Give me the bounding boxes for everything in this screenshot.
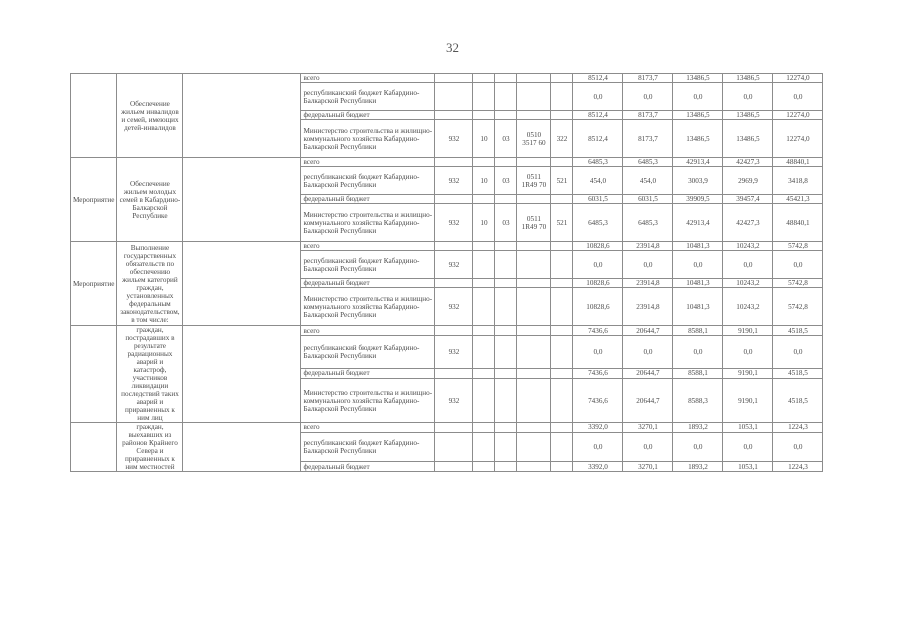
value-cell: 0,0 xyxy=(773,336,823,368)
funding-source-cell: федеральный бюджет xyxy=(301,462,435,472)
value-cell: 9190,1 xyxy=(723,379,773,423)
value-cell: 10243,2 xyxy=(723,279,773,288)
admin-code-cell: 932 xyxy=(435,251,473,279)
value-cell: 23914,8 xyxy=(623,288,673,326)
value-cell: 10828,6 xyxy=(573,279,623,288)
csr-code-cell xyxy=(517,326,551,336)
csr-code-cell xyxy=(517,242,551,251)
value-cell: 3392,0 xyxy=(573,462,623,472)
vr-code-cell xyxy=(551,74,573,83)
measure-name-cell: Обеспечение жильем инвалидов и семей, имеющих детей-инвалидов xyxy=(117,74,183,158)
measure-name-cell: Обеспечение жильем молодых семей в Кабардино-Балкарской Республике xyxy=(117,158,183,242)
rz-code-cell xyxy=(473,379,495,423)
vr-code-cell xyxy=(551,288,573,326)
value-cell: 5742,8 xyxy=(773,288,823,326)
value-cell: 0,0 xyxy=(723,432,773,462)
value-cell: 20644,7 xyxy=(623,368,673,378)
funding-source-cell: всего xyxy=(301,326,435,336)
pr-code-cell xyxy=(495,368,517,378)
value-cell: 1893,2 xyxy=(673,423,723,433)
csr-code-cell xyxy=(517,83,551,111)
funding-source-cell: республиканский бюджет Кабардино-Балкарской Республики xyxy=(301,432,435,462)
value-cell: 23914,8 xyxy=(623,279,673,288)
value-cell: 12274,0 xyxy=(773,111,823,120)
csr-code-cell xyxy=(517,251,551,279)
csr-code-cell xyxy=(517,379,551,423)
funding-source-cell: республиканский бюджет Кабардино-Балкарской Республики xyxy=(301,336,435,368)
csr-code-cell xyxy=(517,74,551,83)
funding-source-cell: всего xyxy=(301,242,435,251)
rz-code-cell xyxy=(473,368,495,378)
csr-code-cell: 0510 3517 60 xyxy=(517,120,551,158)
admin-code-cell xyxy=(435,83,473,111)
value-cell: 7436,6 xyxy=(573,326,623,336)
rz-code-cell xyxy=(473,462,495,472)
csr-code-cell xyxy=(517,368,551,378)
csr-code-cell xyxy=(517,158,551,167)
csr-code-cell xyxy=(517,288,551,326)
value-cell: 9190,1 xyxy=(723,368,773,378)
funding-source-cell: Министерство строительства и жилищно-коммунального хозяйства Кабардино-Балкарской Республики xyxy=(301,120,435,158)
pr-code-cell xyxy=(495,251,517,279)
value-cell: 0,0 xyxy=(773,83,823,111)
budget-table xyxy=(70,73,823,472)
value-cell: 8588,3 xyxy=(673,379,723,423)
value-cell: 0,0 xyxy=(573,251,623,279)
spacer-cell xyxy=(183,242,301,326)
value-cell: 10243,2 xyxy=(723,288,773,326)
measure-name-cell: Выполнение государственных обязательств по обеспечению жильем категорий граждан, установленных федеральным законодательством, в том числе: xyxy=(117,242,183,326)
value-cell: 0,0 xyxy=(723,336,773,368)
spacer-cell xyxy=(183,158,301,242)
value-cell: 6485,3 xyxy=(623,204,673,242)
admin-code-cell xyxy=(435,326,473,336)
rz-code-cell xyxy=(473,423,495,433)
spacer-cell xyxy=(183,423,301,472)
table-row xyxy=(71,158,823,167)
value-cell: 20644,7 xyxy=(623,379,673,423)
pr-code-cell: 03 xyxy=(495,167,517,195)
value-cell: 3270,1 xyxy=(623,423,673,433)
measure-type-cell xyxy=(71,326,117,423)
table-row xyxy=(71,423,823,433)
vr-code-cell xyxy=(551,462,573,472)
value-cell: 0,0 xyxy=(573,432,623,462)
value-cell: 0,0 xyxy=(623,251,673,279)
value-cell: 20644,7 xyxy=(623,326,673,336)
value-cell: 5742,8 xyxy=(773,242,823,251)
vr-code-cell xyxy=(551,326,573,336)
admin-code-cell xyxy=(435,462,473,472)
csr-code-cell xyxy=(517,462,551,472)
pr-code-cell xyxy=(495,242,517,251)
csr-code-cell xyxy=(517,336,551,368)
funding-source-cell: федеральный бюджет xyxy=(301,368,435,378)
vr-code-cell xyxy=(551,195,573,204)
value-cell: 0,0 xyxy=(573,336,623,368)
pr-code-cell xyxy=(495,74,517,83)
value-cell: 13486,5 xyxy=(673,120,723,158)
value-cell: 1224,3 xyxy=(773,423,823,433)
measure-name-cell: граждан, выехавших из районов Крайнего Севера и приравненных к ним местностей xyxy=(117,423,183,472)
pr-code-cell xyxy=(495,423,517,433)
measure-name-cell: граждан, пострадавших в результате радиационных аварий и катастроф, участников ликвидации последствий таких аварий и приравненных к ним лиц xyxy=(117,326,183,423)
value-cell: 8512,4 xyxy=(573,74,623,83)
value-cell: 13486,5 xyxy=(723,111,773,120)
table-row xyxy=(71,326,823,336)
value-cell: 39909,5 xyxy=(673,195,723,204)
admin-code-cell: 932 xyxy=(435,379,473,423)
pr-code-cell xyxy=(495,432,517,462)
csr-code-cell xyxy=(517,423,551,433)
value-cell: 4518,5 xyxy=(773,326,823,336)
value-cell: 10481,3 xyxy=(673,288,723,326)
value-cell: 5742,8 xyxy=(773,279,823,288)
vr-code-cell xyxy=(551,432,573,462)
value-cell: 9190,1 xyxy=(723,326,773,336)
funding-source-cell: федеральный бюджет xyxy=(301,279,435,288)
value-cell: 42427,3 xyxy=(723,158,773,167)
pr-code-cell: 03 xyxy=(495,204,517,242)
value-cell: 8588,1 xyxy=(673,368,723,378)
value-cell: 7436,6 xyxy=(573,368,623,378)
value-cell: 0,0 xyxy=(573,83,623,111)
rz-code-cell: 10 xyxy=(473,120,495,158)
vr-code-cell: 322 xyxy=(551,120,573,158)
rz-code-cell xyxy=(473,242,495,251)
vr-code-cell xyxy=(551,242,573,251)
value-cell: 39457,4 xyxy=(723,195,773,204)
value-cell: 48840,1 xyxy=(773,158,823,167)
spacer-cell xyxy=(183,74,301,158)
funding-source-cell: Министерство строительства и жилищно-коммунального хозяйства Кабардино-Балкарской Республики xyxy=(301,288,435,326)
admin-code-cell xyxy=(435,74,473,83)
funding-source-cell: федеральный бюджет xyxy=(301,111,435,120)
value-cell: 1224,3 xyxy=(773,462,823,472)
vr-code-cell xyxy=(551,423,573,433)
funding-source-cell: всего xyxy=(301,74,435,83)
rz-code-cell xyxy=(473,279,495,288)
value-cell: 8588,1 xyxy=(673,326,723,336)
value-cell: 1893,2 xyxy=(673,462,723,472)
value-cell: 10481,3 xyxy=(673,279,723,288)
funding-source-cell: республиканский бюджет Кабардино-Балкарской Республики xyxy=(301,251,435,279)
admin-code-cell xyxy=(435,432,473,462)
vr-code-cell xyxy=(551,379,573,423)
value-cell: 0,0 xyxy=(623,336,673,368)
vr-code-cell: 521 xyxy=(551,167,573,195)
value-cell: 42913,4 xyxy=(673,204,723,242)
vr-code-cell: 521 xyxy=(551,204,573,242)
value-cell: 8173,7 xyxy=(623,74,673,83)
value-cell: 1053,1 xyxy=(723,462,773,472)
value-cell: 42427,3 xyxy=(723,204,773,242)
admin-code-cell xyxy=(435,111,473,120)
admin-code-cell xyxy=(435,195,473,204)
admin-code-cell xyxy=(435,368,473,378)
value-cell: 12274,0 xyxy=(773,120,823,158)
value-cell: 4518,5 xyxy=(773,379,823,423)
pr-code-cell xyxy=(495,195,517,204)
admin-code-cell: 932 xyxy=(435,167,473,195)
admin-code-cell xyxy=(435,242,473,251)
vr-code-cell xyxy=(551,368,573,378)
value-cell: 0,0 xyxy=(773,251,823,279)
value-cell: 6031,5 xyxy=(623,195,673,204)
value-cell: 42913,4 xyxy=(673,158,723,167)
value-cell: 8173,7 xyxy=(623,120,673,158)
pr-code-cell xyxy=(495,379,517,423)
rz-code-cell xyxy=(473,195,495,204)
funding-source-cell: всего xyxy=(301,158,435,167)
admin-code-cell xyxy=(435,423,473,433)
rz-code-cell xyxy=(473,288,495,326)
vr-code-cell xyxy=(551,336,573,368)
budget-table-body xyxy=(71,74,823,472)
admin-code-cell xyxy=(435,158,473,167)
vr-code-cell xyxy=(551,111,573,120)
vr-code-cell xyxy=(551,158,573,167)
pr-code-cell xyxy=(495,158,517,167)
page-number: 32 xyxy=(446,40,459,55)
admin-code-cell: 932 xyxy=(435,288,473,326)
value-cell: 3003,9 xyxy=(673,167,723,195)
csr-code-cell: 0511 1R49 70 xyxy=(517,204,551,242)
rz-code-cell xyxy=(473,251,495,279)
value-cell: 0,0 xyxy=(623,432,673,462)
vr-code-cell xyxy=(551,279,573,288)
value-cell: 6031,5 xyxy=(573,195,623,204)
value-cell: 45421,3 xyxy=(773,195,823,204)
value-cell: 454,0 xyxy=(573,167,623,195)
value-cell: 6485,3 xyxy=(623,158,673,167)
table-row xyxy=(71,74,823,83)
measure-type-cell: Мероприятие xyxy=(71,242,117,326)
value-cell: 10243,2 xyxy=(723,242,773,251)
value-cell: 13486,5 xyxy=(673,111,723,120)
funding-source-cell: федеральный бюджет xyxy=(301,195,435,204)
rz-code-cell: 10 xyxy=(473,167,495,195)
rz-code-cell xyxy=(473,158,495,167)
value-cell: 2969,9 xyxy=(723,167,773,195)
value-cell: 23914,8 xyxy=(623,242,673,251)
rz-code-cell xyxy=(473,74,495,83)
csr-code-cell xyxy=(517,111,551,120)
funding-source-cell: республиканский бюджет Кабардино-Балкарской Республики xyxy=(301,83,435,111)
measure-type-cell xyxy=(71,423,117,472)
value-cell: 0,0 xyxy=(623,83,673,111)
table-row xyxy=(71,242,823,251)
pr-code-cell xyxy=(495,279,517,288)
admin-code-cell: 932 xyxy=(435,204,473,242)
pr-code-cell xyxy=(495,111,517,120)
value-cell: 48840,1 xyxy=(773,204,823,242)
funding-source-cell: Министерство строительства и жилищно-коммунального хозяйства Кабардино-Балкарской Республики xyxy=(301,379,435,423)
admin-code-cell: 932 xyxy=(435,336,473,368)
csr-code-cell xyxy=(517,279,551,288)
value-cell: 13486,5 xyxy=(723,74,773,83)
admin-code-cell xyxy=(435,279,473,288)
value-cell: 3418,8 xyxy=(773,167,823,195)
csr-code-cell: 0511 1R49 70 xyxy=(517,167,551,195)
value-cell: 13486,5 xyxy=(723,120,773,158)
rz-code-cell: 10 xyxy=(473,204,495,242)
measure-type-cell xyxy=(71,74,117,158)
vr-code-cell xyxy=(551,251,573,279)
value-cell: 3270,1 xyxy=(623,462,673,472)
value-cell: 0,0 xyxy=(673,251,723,279)
value-cell: 0,0 xyxy=(673,336,723,368)
value-cell: 7436,6 xyxy=(573,379,623,423)
value-cell: 8512,4 xyxy=(573,111,623,120)
pr-code-cell xyxy=(495,336,517,368)
value-cell: 13486,5 xyxy=(673,74,723,83)
value-cell: 454,0 xyxy=(623,167,673,195)
value-cell: 6485,3 xyxy=(573,158,623,167)
rz-code-cell xyxy=(473,83,495,111)
rz-code-cell xyxy=(473,336,495,368)
pr-code-cell xyxy=(495,288,517,326)
value-cell: 10828,6 xyxy=(573,288,623,326)
csr-code-cell xyxy=(517,195,551,204)
value-cell: 0,0 xyxy=(723,251,773,279)
csr-code-cell xyxy=(517,432,551,462)
value-cell: 12274,0 xyxy=(773,74,823,83)
value-cell: 10481,3 xyxy=(673,242,723,251)
value-cell: 0,0 xyxy=(773,432,823,462)
pr-code-cell: 03 xyxy=(495,120,517,158)
value-cell: 0,0 xyxy=(673,432,723,462)
rz-code-cell xyxy=(473,432,495,462)
value-cell: 0,0 xyxy=(723,83,773,111)
rz-code-cell xyxy=(473,326,495,336)
measure-type-cell: Мероприятие xyxy=(71,158,117,242)
funding-source-cell: Министерство строительства и жилищно-коммунального хозяйства Кабардино-Балкарской Республики xyxy=(301,204,435,242)
value-cell: 0,0 xyxy=(673,83,723,111)
value-cell: 8173,7 xyxy=(623,111,673,120)
value-cell: 10828,6 xyxy=(573,242,623,251)
value-cell: 6485,3 xyxy=(573,204,623,242)
funding-source-cell: республиканский бюджет Кабардино-Балкарской Республики xyxy=(301,167,435,195)
value-cell: 4518,5 xyxy=(773,368,823,378)
funding-source-cell: всего xyxy=(301,423,435,433)
value-cell: 3392,0 xyxy=(573,423,623,433)
pr-code-cell xyxy=(495,462,517,472)
pr-code-cell xyxy=(495,83,517,111)
vr-code-cell xyxy=(551,83,573,111)
rz-code-cell xyxy=(473,111,495,120)
pr-code-cell xyxy=(495,326,517,336)
value-cell: 1053,1 xyxy=(723,423,773,433)
value-cell: 8512,4 xyxy=(573,120,623,158)
spacer-cell xyxy=(183,326,301,423)
admin-code-cell: 932 xyxy=(435,120,473,158)
